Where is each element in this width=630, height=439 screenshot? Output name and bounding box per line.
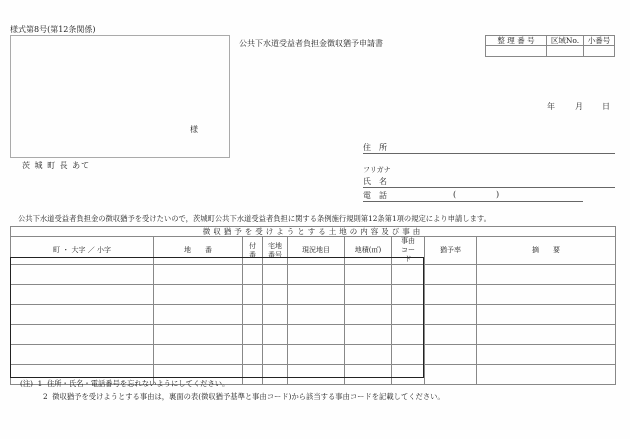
table-row (11, 345, 616, 365)
name-label: 氏 名 (363, 177, 387, 186)
table-cell[interactable] (345, 365, 392, 385)
table-cell[interactable] (425, 325, 477, 345)
note-1 (20, 379, 229, 389)
ref-header-area: 区域No. (547, 36, 584, 46)
phone-label: 電 話 (363, 191, 387, 200)
date-month: 月 (575, 102, 583, 111)
date-year: 年 (547, 102, 555, 111)
table-cell[interactable] (477, 305, 616, 325)
table-cell[interactable] (288, 265, 345, 285)
table-row (11, 305, 616, 325)
table-cell[interactable] (11, 345, 154, 365)
table-cell[interactable] (288, 305, 345, 325)
ref-sub-field[interactable] (584, 46, 615, 57)
table-cell[interactable] (392, 345, 425, 365)
col-sub-number: 付番 (243, 237, 263, 265)
table-cell[interactable] (243, 325, 263, 345)
table-cell[interactable] (425, 265, 477, 285)
ref-header-seiri: 整 理 番 号 (486, 36, 547, 46)
table-cell[interactable] (154, 345, 243, 365)
table-cell[interactable] (477, 265, 616, 285)
table-cell[interactable] (11, 305, 154, 325)
table-cell[interactable] (345, 285, 392, 305)
table-cell[interactable] (243, 345, 263, 365)
table-row (11, 285, 616, 305)
table-cell[interactable] (154, 285, 243, 305)
addressee-suffix: 様 (190, 125, 198, 134)
ref-seiri-field[interactable] (486, 46, 547, 57)
col-summary: 摘 要 (477, 237, 616, 265)
table-cell[interactable] (263, 285, 288, 305)
table-cell[interactable] (243, 305, 263, 325)
table-cell[interactable] (263, 365, 288, 385)
ref-area-field[interactable] (547, 46, 584, 57)
date-day: 日 (602, 102, 610, 111)
table-cell[interactable] (154, 325, 243, 345)
table-cell[interactable] (345, 265, 392, 285)
table-cell[interactable] (425, 285, 477, 305)
table-cell[interactable] (263, 325, 288, 345)
table-cell[interactable] (425, 305, 477, 325)
table-cell[interactable] (243, 365, 263, 385)
note-number: 2 (43, 392, 48, 401)
table-row (11, 265, 616, 285)
table-cell[interactable] (477, 365, 616, 385)
table-row (11, 325, 616, 345)
ref-header-sub: 小番号 (584, 36, 615, 46)
phone-paren-close: ) (496, 190, 500, 199)
table-cell[interactable] (288, 365, 345, 385)
note-label: (注) (20, 379, 33, 388)
table-cell[interactable] (263, 265, 288, 285)
col-town: 町 ・ 大字 ／ 小字 (11, 237, 154, 265)
furigana-label: フリガナ (363, 166, 391, 174)
table-cell[interactable] (392, 265, 425, 285)
col-area: 地積(㎡) (345, 237, 392, 265)
phone-field[interactable] (363, 190, 583, 202)
col-residential-number: 宅地番号 (263, 237, 288, 265)
note-2 (43, 392, 445, 402)
phone-paren-open: ( (453, 190, 457, 199)
note-text: 住所・氏名・電話番号を忘れないようにしてください。 (46, 379, 230, 388)
col-lot: 地 番 (154, 237, 243, 265)
table-cell[interactable] (345, 325, 392, 345)
name-field[interactable] (363, 176, 615, 188)
table-cell[interactable] (392, 365, 425, 385)
table-cell[interactable] (345, 345, 392, 365)
table-cell[interactable] (11, 325, 154, 345)
form-title: 公共下水道受益者負担金徴収猶予申請書 (239, 39, 383, 48)
table-cell[interactable] (425, 345, 477, 365)
table-cell[interactable] (288, 285, 345, 305)
recipient: 茨 城 町 長 あて (22, 161, 91, 170)
declaration-text: 公共下水道受益者負担金の徴収猶予を受けたいので，茨城町公共下水道受益者負担に関する条例施行規則第12条第1項の規定により申請します。 (18, 214, 491, 223)
col-deferral-rate: 猶予率 (425, 237, 477, 265)
reference-number-table (485, 35, 615, 57)
table-cell[interactable] (154, 305, 243, 325)
table-cell[interactable] (288, 345, 345, 365)
col-land-category: 現況地目 (288, 237, 345, 265)
addressee-box (10, 35, 230, 158)
address-label: 住 所 (363, 143, 387, 152)
table-cell[interactable] (477, 285, 616, 305)
table-cell[interactable] (263, 305, 288, 325)
table-cell[interactable] (11, 285, 154, 305)
address-field[interactable] (363, 142, 615, 154)
table-cell[interactable] (392, 325, 425, 345)
land-details-table (10, 226, 616, 385)
table-cell[interactable] (11, 265, 154, 285)
table-cell[interactable] (243, 285, 263, 305)
table-cell[interactable] (243, 265, 263, 285)
table-cell[interactable] (425, 365, 477, 385)
table-cell[interactable] (392, 305, 425, 325)
table-cell[interactable] (345, 305, 392, 325)
table-cell[interactable] (288, 325, 345, 345)
table-cell[interactable] (154, 265, 243, 285)
section-header: 徴収猶予を受けようとする土地の内容及び事由 (11, 227, 616, 237)
table-cell[interactable] (392, 285, 425, 305)
note-number: 1 (37, 379, 43, 388)
col-reason-code: 事由コード (392, 237, 425, 265)
table-cell[interactable] (263, 345, 288, 365)
table-cell[interactable] (477, 325, 616, 345)
note-text: 徴収猶予を受けようとする事由は，裏面の表(徴収猶予基準と事由コード)から該当する事由コードを記載してください。 (52, 392, 445, 401)
form-number: 様式第8号(第12条関係) (10, 25, 96, 34)
table-cell[interactable] (477, 345, 616, 365)
